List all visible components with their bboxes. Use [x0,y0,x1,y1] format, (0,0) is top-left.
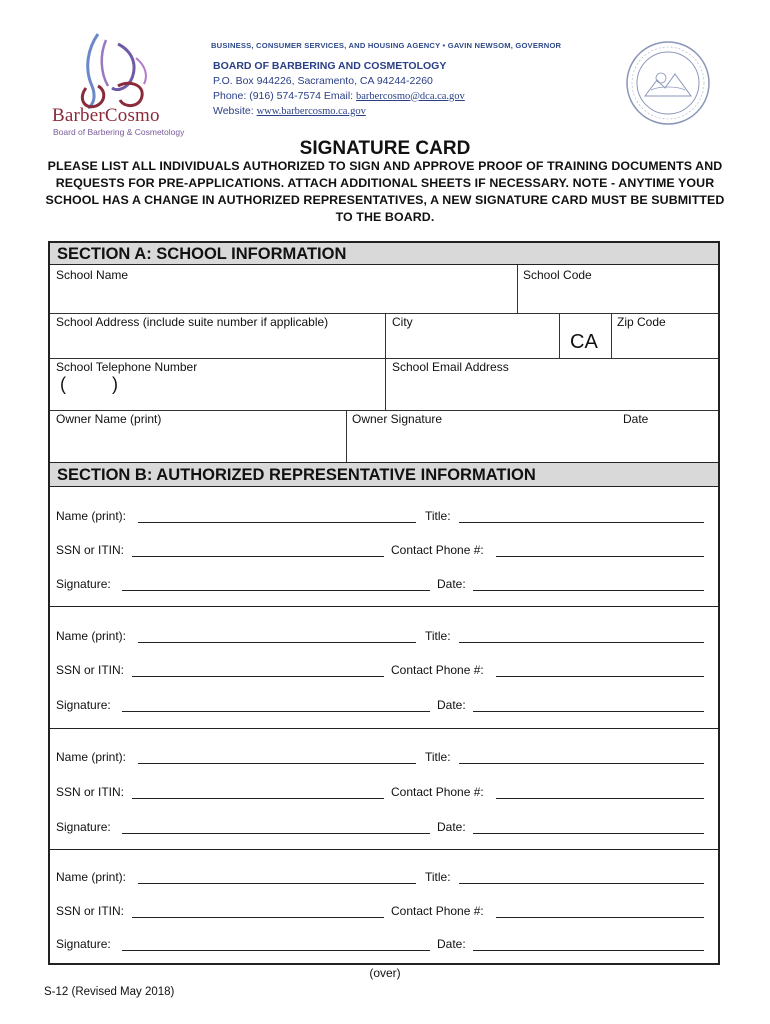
divider [50,849,718,850]
contact-phone-label: Contact Phone #: [391,904,484,918]
board-contact-block [213,74,465,120]
logo-subtitle: Board of Barbering & Cosmetology [53,127,185,137]
school-code-label: School Code [523,268,592,282]
name-print-field[interactable] [138,522,416,523]
title-field[interactable] [459,522,704,523]
zip-code-label: Zip Code [617,315,666,329]
name-print-label: Name (print): [56,629,127,643]
school-email-field[interactable] [386,358,718,410]
date-field[interactable] [473,950,704,951]
representative-block [50,606,718,728]
city-field[interactable] [386,313,559,358]
title-label: Title: [425,870,451,884]
school-address-label: School Address (include suite number if applicable) [56,315,329,329]
over-note: (over) [369,966,401,980]
section-b-heading: SECTION B: AUTHORIZED REPRESENTATIVE INFORMATION [50,462,718,487]
board-name: BOARD OF BARBERING AND COSMETOLOGY [213,60,447,72]
name-print-field[interactable] [138,763,416,764]
representative-block [50,849,718,965]
email-link[interactable]: barbercosmo@dca.ca.gov [356,90,465,102]
revision-note: S-12 (Revised May 2018) [44,986,175,998]
signature-field[interactable] [122,590,430,591]
ssn-itin-label: SSN or ITIN: [56,543,125,557]
school-code-field[interactable] [518,265,718,313]
signature-label: Signature: [56,577,111,591]
instructions: PLEASE LIST ALL INDIVIDUALS AUTHORIZED TO SIGN AND APPROVE PROOF OF TRAINING DOCUMENTS AND REQUESTS FOR PRE-APPLICATIONS. ATTACH ADDITIONAL SHEETS IF NECESSARY. NOTE - ANYTIME YOUR SCHOOL HAS A CHANGE IN AUTHORIZED REPRESENTATIVES, A NEW SIGNATURE CARD MUST BE SUBMITTED TO THE BOARD. [45,159,725,224]
signature-label: Signature: [56,820,111,834]
ssn-itin-label: SSN or ITIN: [56,785,125,799]
school-telephone-label: School Telephone Number [56,360,198,374]
contact-phone-field[interactable] [496,676,704,677]
school-address-field[interactable] [50,313,385,358]
title-label: Title: [425,750,451,764]
date-field[interactable] [473,711,704,712]
title-label: Title: [425,509,451,523]
section-a-heading: SECTION A: SCHOOL INFORMATION [50,243,718,265]
signature-label: Signature: [56,698,111,712]
name-print-field[interactable] [138,642,416,643]
name-print-label: Name (print): [56,870,127,884]
contact-phone-field[interactable] [496,917,704,918]
logo-wordmark: BarberCosmo [52,105,160,126]
date-label: Date: [437,577,466,591]
ssn-itin-field[interactable] [132,798,384,799]
representative-block [50,487,718,606]
owner-name-field[interactable] [50,410,346,462]
agency-line: BUSINESS, CONSUMER SERVICES, AND HOUSING AGENCY • GAVIN NEWSOM, GOVERNOR [211,41,562,50]
title-label: Title: [425,629,451,643]
area-code-close-paren: ) [112,374,118,394]
owner-signature-label: Owner Signature [352,412,443,426]
signature-field[interactable] [122,711,430,712]
date-field[interactable] [473,833,704,834]
school-telephone-field[interactable] [50,358,385,410]
date-field[interactable] [473,590,704,591]
website-line [213,104,465,120]
zip-code-field[interactable] [612,313,718,358]
city-label: City [392,315,413,329]
name-print-label: Name (print): [56,750,127,764]
ssn-itin-field[interactable] [132,676,384,677]
title-field[interactable] [459,883,704,884]
name-print-field[interactable] [138,883,416,884]
signature-field[interactable] [122,950,430,951]
website-link[interactable]: www.barbercosmo.ca.gov [256,106,366,117]
owner-name-label: Owner Name (print) [56,412,162,426]
contact-phone-label: Contact Phone #: [391,543,484,557]
ssn-itin-field[interactable] [132,556,384,557]
representative-block [50,728,718,849]
name-print-label: Name (print): [56,509,127,523]
divider [50,606,718,607]
school-name-label: School Name [56,268,129,282]
contact-phone-field[interactable] [496,556,704,557]
divider [50,728,718,729]
school-name-field[interactable] [50,265,517,313]
ssn-itin-label: SSN or ITIN: [56,663,125,677]
california-seal-icon [625,40,711,126]
owner-date-label: Date [623,412,649,426]
title-field[interactable] [459,763,704,764]
title-field[interactable] [459,642,704,643]
contact-phone-field[interactable] [496,798,704,799]
area-code-open-paren: ( [60,374,66,394]
date-label: Date: [437,820,466,834]
contact-phone-label: Contact Phone #: [391,663,484,677]
po-box: P.O. Box 944226, Sacramento, CA 94244-2260 [213,75,433,87]
signature-field[interactable] [122,833,430,834]
school-email-label: School Email Address [392,360,509,374]
contact-phone-label: Contact Phone #: [391,785,484,799]
signature-label: Signature: [56,937,111,951]
ssn-itin-field[interactable] [132,917,384,918]
phone-text: Phone: (916) 574-7574 Email: [213,89,357,102]
owner-signature-field[interactable] [347,410,718,462]
form-frame [48,241,720,965]
page-title: SIGNATURE CARD [299,138,471,159]
website-prefix: Website: [213,105,257,117]
date-label: Date: [437,698,466,712]
divider [559,313,560,358]
phone-email-line [213,89,465,105]
date-label: Date: [437,937,466,951]
state-value: CA [570,331,598,353]
ssn-itin-label: SSN or ITIN: [56,904,125,918]
